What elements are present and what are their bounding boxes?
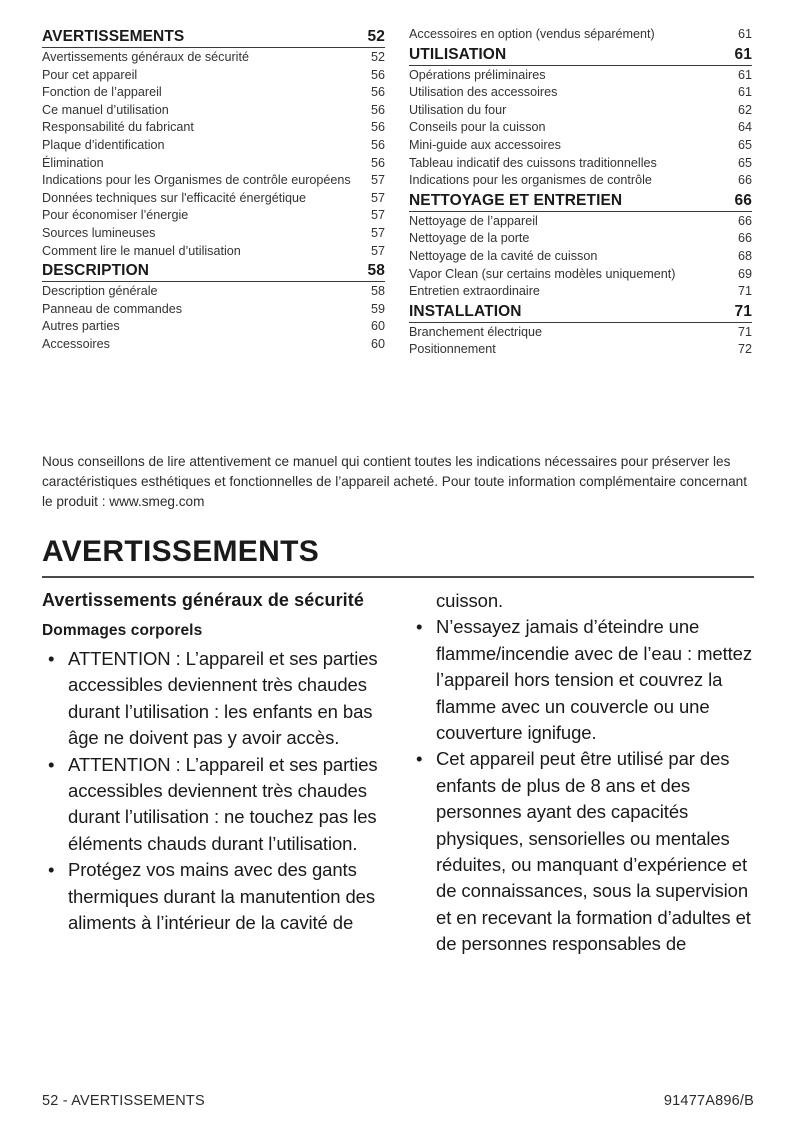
- toc-section-page: 52: [367, 28, 385, 45]
- toc-entry-page: 59: [370, 301, 385, 316]
- toc-entry-title: Autres parties: [42, 319, 120, 334]
- toc-entry-row[interactable]: [42, 119, 385, 137]
- body-right-column: [410, 588, 754, 958]
- footer-left: 52 - AVERTISSEMENTS: [42, 1093, 205, 1109]
- toc-entry-row[interactable]: [42, 207, 385, 225]
- toc-entry-row[interactable]: [42, 172, 385, 190]
- toc-entry-page: 56: [370, 137, 385, 152]
- toc-entry-row[interactable]: [409, 341, 752, 359]
- continuation-text: cuisson.: [436, 590, 504, 611]
- toc-entry-row[interactable]: [409, 172, 752, 190]
- toc-entry-title: Ce manuel d’utilisation: [42, 102, 169, 117]
- toc-entry-title: Pour économiser l’énergie: [42, 208, 189, 223]
- toc-entry-row[interactable]: [42, 102, 385, 120]
- toc-entry-row[interactable]: [42, 84, 385, 102]
- warning-bullet-item: • N’essayez jamais d’éteindre une flamme/incendie avec de l’eau : mettez l’appareil hors tension et couvrez la flamme avec un couvercle ou une couverture ignifuge.: [410, 614, 754, 746]
- table-of-contents: [42, 26, 752, 359]
- toc-entry-title: Nettoyage de la porte: [409, 231, 530, 246]
- toc-entry-page: 66: [737, 213, 752, 228]
- toc-section-row[interactable]: [409, 190, 752, 212]
- toc-entry-row[interactable]: [409, 84, 752, 102]
- toc-section-title: AVERTISSEMENTS: [42, 28, 185, 45]
- toc-entry-row[interactable]: [42, 318, 385, 336]
- toc-left-column: [42, 26, 385, 359]
- toc-entry-title: Responsabilité du fabricant: [42, 120, 194, 135]
- toc-section-page: 71: [734, 302, 752, 320]
- warning-list-left: [42, 646, 386, 936]
- toc-entry-page: 71: [737, 324, 752, 339]
- footer-right: 91477A896/B: [663, 1093, 754, 1109]
- toc-entry-page: 61: [737, 27, 752, 41]
- toc-entry-row[interactable]: [42, 243, 385, 261]
- toc-entry-row[interactable]: [409, 248, 752, 266]
- toc-entry-row[interactable]: [42, 137, 385, 155]
- toc-entry-page: 56: [370, 102, 385, 117]
- toc-entry-row[interactable]: [409, 230, 752, 248]
- toc-entry-title: Positionnement: [409, 342, 496, 357]
- page-footer: [42, 1093, 754, 1109]
- toc-entry-title: Entretien extraordinaire: [409, 284, 540, 299]
- toc-entry-page: 57: [370, 225, 385, 240]
- body-left-column: [42, 588, 386, 958]
- toc-entry-row[interactable]: [42, 336, 385, 354]
- toc-entry-title: Vapor Clean (sur certains modèles uniquement): [409, 266, 676, 281]
- toc-section-page: 61: [734, 45, 752, 63]
- toc-section-page: 66: [734, 191, 752, 209]
- toc-section-row[interactable]: [409, 44, 752, 66]
- toc-entry-page: 65: [737, 137, 752, 152]
- toc-entry-title: Conseils pour la cuisson: [409, 120, 546, 135]
- toc-entry-title: Nettoyage de la cavité de cuisson: [409, 248, 598, 263]
- toc-entry-page: 57: [370, 190, 385, 205]
- toc-section-row[interactable]: [42, 260, 385, 282]
- toc-entry-row[interactable]: [42, 301, 385, 319]
- toc-entry-title: Accessoires: [42, 336, 110, 351]
- toc-entry-title: Panneau de commandes: [42, 301, 183, 316]
- warning-list-right: [410, 614, 754, 957]
- toc-entry-row[interactable]: [409, 213, 752, 231]
- toc-entry-title: Plaque d’identification: [42, 137, 165, 152]
- toc-entry-page: 69: [737, 266, 752, 281]
- toc-section-title: INSTALLATION: [409, 302, 522, 320]
- toc-entry-page: 57: [370, 173, 385, 188]
- toc-entry-row[interactable]: [409, 324, 752, 342]
- toc-entry-title: Sources lumineuses: [42, 225, 156, 240]
- section-heading-safety: Avertissements généraux de sécurité: [42, 590, 364, 610]
- toc-entry-title: Comment lire le manuel d’utilisation: [42, 243, 241, 258]
- toc-entry-row[interactable]: [409, 155, 752, 173]
- toc-entry-page: 71: [737, 284, 752, 299]
- toc-entry-page: 60: [370, 336, 385, 351]
- toc-entry-page: 66: [737, 231, 752, 246]
- toc-entry-row[interactable]: [409, 26, 752, 44]
- toc-entry-title: Opérations préliminaires: [409, 67, 546, 82]
- toc-entry-page: 65: [737, 155, 752, 170]
- toc-entry-row[interactable]: [409, 67, 752, 85]
- intro-paragraph: [42, 452, 754, 512]
- toc-section-title: DESCRIPTION: [42, 262, 150, 280]
- toc-entry-page: 66: [737, 173, 752, 188]
- toc-entry-page: 62: [737, 102, 752, 117]
- toc-section-page: 58: [367, 262, 385, 280]
- toc-entry-title: Indications pour les Organismes de contrôle européens: [42, 173, 351, 188]
- toc-entry-title: Données techniques sur l'efficacité énergétique: [42, 190, 307, 205]
- toc-entry-title: Description générale: [42, 284, 158, 299]
- title-divider: [42, 576, 754, 578]
- toc-entry-title: Accessoires en option (vendus séparément): [409, 27, 655, 41]
- toc-entry-row[interactable]: [42, 67, 385, 85]
- toc-entry-row[interactable]: [409, 266, 752, 284]
- toc-entry-row[interactable]: [409, 102, 752, 120]
- toc-entry-page: 58: [370, 284, 385, 299]
- toc-entry-page: 61: [737, 85, 752, 100]
- toc-entry-row[interactable]: [42, 225, 385, 243]
- toc-entry-title: Mini-guide aux accessoires: [409, 137, 561, 152]
- subsection-heading-injuries: Dommages corporels: [42, 622, 203, 639]
- toc-entry-row[interactable]: [409, 119, 752, 137]
- toc-entry-page: 57: [370, 208, 385, 223]
- toc-entry-page: 52: [370, 50, 385, 64]
- toc-entry-page: 68: [737, 248, 752, 263]
- toc-entry-title: Nettoyage de l’appareil: [409, 213, 538, 228]
- toc-entry-row[interactable]: [42, 190, 385, 208]
- toc-entry-page: 60: [370, 319, 385, 334]
- toc-entry-title: Avertissements généraux de sécurité: [42, 50, 249, 64]
- toc-entry-row[interactable]: [42, 155, 385, 173]
- toc-entry-page: 56: [370, 85, 385, 100]
- warning-bullet-item: • ATTENTION : L’appareil et ses parties accessibles deviennent très chaudes durant l’utilisation : les enfants en bas âge ne doivent pas y avoir accès.: [42, 646, 386, 752]
- page-title: AVERTISSEMENTS: [42, 535, 320, 568]
- toc-entry-page: 56: [370, 155, 385, 170]
- warning-bullet-item: • Cet appareil peut être utilisé par des enfants de plus de 8 ans et des personnes ayant des capacités physiques, sensorielles ou mentales réduites, ou manquant d’expérience et de connaissances, sous la supervision et en recevant la formation d’adultes et de personnes responsables de: [410, 746, 754, 957]
- toc-entry-title: Élimination: [42, 155, 104, 170]
- toc-entry-title: Utilisation du four: [409, 102, 507, 117]
- toc-entry-page: 56: [370, 67, 385, 82]
- toc-entry-title: Tableau indicatif des cuissons traditionnelles: [409, 155, 657, 170]
- toc-section-title: NETTOYAGE ET ENTRETIEN: [409, 191, 623, 209]
- toc-entry-row[interactable]: [42, 283, 385, 301]
- toc-entry-page: 72: [737, 342, 752, 357]
- toc-entry-title: Indications pour les organismes de contrôle: [409, 173, 652, 188]
- warning-bullet-item: • Protégez vos mains avec des gants thermiques durant la manutention des aliments à l’intérieur de la cavité de: [42, 857, 386, 936]
- warning-bullet-item: • ATTENTION : L’appareil et ses parties accessibles deviennent très chaudes durant l’utilisation : ne touchez pas les éléments chauds durant l’utilisation.: [42, 752, 386, 858]
- toc-right-column: [409, 26, 752, 359]
- toc-entry-page: 64: [737, 120, 752, 135]
- body-columns: [42, 588, 754, 958]
- intro-text: Nous conseillons de lire attentivement ce manuel qui contient toutes les indications nécessaires pour préserver les caractéristiques esthétiques et fonctionnelles de l’appareil acheté. Pour toute information complémentaire concernant le produit : www.smeg.com: [42, 454, 748, 509]
- toc-section-title: UTILISATION: [409, 45, 507, 63]
- toc-entry-title: Branchement électrique: [409, 324, 543, 339]
- toc-entry-row[interactable]: [409, 137, 752, 155]
- toc-entry-row[interactable]: [409, 283, 752, 301]
- toc-section-row[interactable]: [42, 26, 385, 48]
- toc-section-row[interactable]: [409, 301, 752, 323]
- toc-entry-row[interactable]: [42, 49, 385, 67]
- toc-entry-page: 56: [370, 120, 385, 135]
- toc-entry-page: 61: [737, 67, 752, 82]
- toc-entry-title: Pour cet appareil: [42, 67, 138, 82]
- toc-entry-title: Fonction de l’appareil: [42, 85, 162, 100]
- toc-entry-title: Utilisation des accessoires: [409, 85, 558, 100]
- toc-entry-page: 57: [370, 243, 385, 258]
